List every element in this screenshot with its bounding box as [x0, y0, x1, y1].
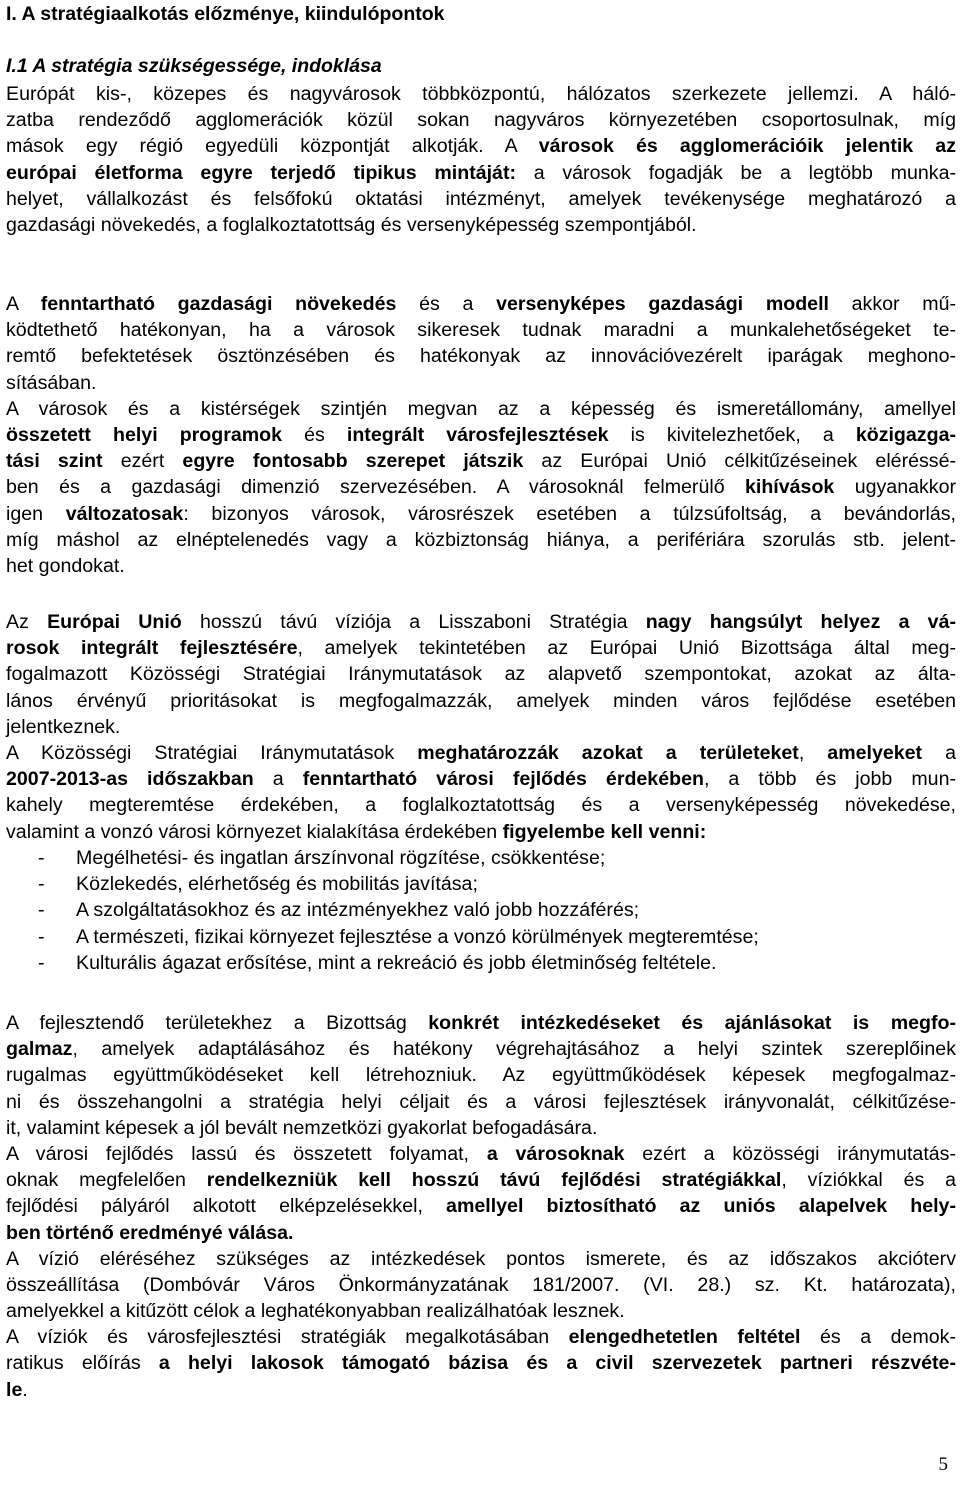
list-item	[6, 950, 956, 976]
text-line	[6, 422, 956, 448]
text-line	[6, 474, 956, 500]
dash-bullet: -	[38, 847, 45, 869]
text-line	[6, 1246, 956, 1272]
text-run: a városok fogadják be a legtöbb munka-	[516, 161, 957, 184]
text-run: sításában.	[6, 371, 97, 394]
text-line	[6, 1115, 956, 1141]
text-run: amelyekkel a kitűzött célok a leghatékonyabban realizálhatóak lesznek.	[6, 1300, 625, 1323]
text-run: fejlődési pályáról alkotott elképzelésekkel,	[6, 1195, 447, 1218]
text-run: mások egy régió egyedüli központját alkotják. A	[6, 135, 539, 158]
subsection-heading: I.1 A stratégia szükségessége, indoklása	[6, 55, 382, 77]
text-line	[6, 396, 956, 422]
text-run: Az	[6, 611, 48, 633]
text-line	[6, 107, 956, 133]
text-line	[6, 160, 956, 186]
text-line	[6, 81, 956, 107]
dash-bullet: -	[38, 925, 45, 948]
text-line	[6, 661, 956, 687]
dash-bullet: -	[38, 899, 45, 922]
text-line	[6, 635, 956, 661]
bold-text-run: rosok integrált fejlesztésére	[6, 637, 298, 660]
bold-text-run: amellyel biztosítható az uniós alapelvek hely-	[446, 1195, 956, 1218]
text-line	[6, 370, 956, 396]
section-heading: I. A stratégiaalkotás előzménye, kiindulópontok	[6, 3, 445, 25]
bold-text-run: versenyképes gazdasági modell	[496, 293, 829, 315]
bold-text-run: a városoknak	[486, 1142, 625, 1165]
bold-text-run: fenntartható gazdasági növekedés	[40, 293, 397, 315]
text-run: és a demok-	[800, 1326, 956, 1349]
bold-text-run: figyelembe kell venni:	[502, 820, 707, 843]
text-run: het gondokat.	[6, 554, 125, 577]
text-line	[6, 1324, 956, 1350]
text-line	[6, 1220, 956, 1246]
bold-text-run: tási szint	[6, 450, 103, 473]
list-item	[6, 897, 956, 923]
text-line	[6, 1272, 956, 1298]
text-run: ködtethető hatékonyan, ha a városok sikeresek tudnak maradni a munkalehetőségeket te-	[6, 319, 956, 342]
bold-text-run: amelyeket	[827, 741, 923, 764]
bold-text-run: a helyi lakosok támogató bázisa és a civil szervezetek partneri részvéte-	[158, 1352, 956, 1375]
text-line	[6, 688, 956, 714]
text-line	[6, 819, 956, 845]
bold-text-run: meghatározzák azokat a területeket	[417, 741, 799, 764]
text-run: a	[253, 768, 303, 791]
text-run: lános érvényű prioritásokat is megfogalmazzák, amelyek minden város fejlődése esetében	[6, 689, 956, 712]
text-line	[6, 527, 956, 553]
text-run: és a	[396, 293, 497, 315]
text-line	[6, 1167, 956, 1193]
text-run: A	[6, 293, 41, 315]
text-run: rugalmas együttműködéseket kell létrehozniuk. Az együttműködések képesek megfogalmaz-	[6, 1064, 956, 1087]
text-run: ugyanakkor	[834, 476, 956, 499]
text-line	[6, 553, 956, 579]
text-run: és	[282, 423, 347, 446]
text-line	[6, 1193, 956, 1219]
text-run: gazdasági növekedés, a foglalkoztatottság és versenyképesség szempontjából.	[6, 213, 697, 236]
text-run: összeállítása (Dombóvár Város Önkormányzatának 181/2007. (VI. 28.) sz. Kt. határozata),	[6, 1273, 956, 1296]
text-run: jelentkeznek.	[6, 715, 121, 738]
list-item-text: Megélhetési- és ingatlan árszínvonal rögzítése, csökkentése;	[76, 847, 606, 869]
bullet-list	[6, 845, 956, 976]
text-run: is kivitelezhetőek, a	[608, 423, 856, 446]
text-run: , víziókkal és a	[781, 1169, 956, 1192]
list-item-text: Kulturális ágazat erősítése, mint a rekreáció és jobb életminőség feltétele.	[76, 951, 717, 974]
text-run: A Közösségi Stratégiai Iránymutatások	[6, 741, 418, 764]
text-line	[6, 1089, 956, 1115]
text-line	[6, 1062, 956, 1088]
paragraph-eu-vision	[6, 609, 956, 845]
page-number: 5	[938, 1454, 948, 1475]
text-line	[6, 1377, 956, 1403]
text-run: A víziók és városfejlesztési stratégiák megalkotásában	[6, 1326, 569, 1349]
bold-text-run: városok és agglomerációik jelentik az	[538, 135, 956, 158]
bold-text-run: galmaz	[6, 1038, 73, 1061]
text-line	[6, 133, 956, 159]
text-run: míg máshol az elnéptelenedés vagy a közbiztonság hiánya, a perifériára szorulás stb. jelent-	[6, 528, 956, 551]
text-run: A fejlesztendő területekhez a Bizottság	[6, 1012, 429, 1034]
text-run: ni és összehangolni a stratégia helyi céljait és a városi fejlesztések irányvonalát, célkitűzése-	[6, 1090, 956, 1113]
text-run: az Európai Unió célkitűzéseinek eléréssé-	[523, 450, 957, 473]
text-run: it, valamint képesek a jól bevált nemzetközi gyakorlat befogadására.	[6, 1116, 598, 1139]
text-run: helyet, vállalkozást és felsőfokú oktatási intézményt, amelyek tevékenysége meghatározó a	[6, 187, 956, 210]
text-line	[6, 792, 956, 818]
text-run: A városi fejlődés lassú és összetett folyamat,	[6, 1142, 487, 1165]
text-run: zatba rendeződő agglomerációk közül sokan nagyváros környezetében csoportosulnak, míg	[6, 109, 956, 132]
text-line	[6, 343, 956, 369]
text-line	[6, 1298, 956, 1324]
paragraph-growth	[6, 291, 956, 579]
bold-text-run: rendelkezniük kell hosszú távú fejlődési stratégiákkal	[206, 1169, 782, 1192]
text-line	[6, 448, 956, 474]
bold-text-run: ben történő eredményé válása.	[6, 1221, 294, 1244]
text-run: , amelyek adaptálásához és hatékony végrehajtásához a helyi szintek szereplőinek	[72, 1038, 956, 1061]
bold-text-run: le	[6, 1378, 23, 1401]
bold-text-run: 2007-2013-as időszakban	[6, 768, 254, 791]
text-line	[6, 740, 956, 766]
text-run: Európát kis-, közepes és nagyvárosok többközpontú, hálózatos szerkezete jellemzi. A háló-	[6, 83, 956, 105]
text-run: .	[22, 1378, 28, 1401]
bold-text-run: európai életforma egyre terjedő tipikus mintáját:	[6, 161, 517, 184]
text-line	[6, 291, 956, 317]
paragraph-intro	[6, 81, 956, 238]
bold-text-run: elengedhetetlen feltétel	[568, 1326, 801, 1349]
text-run: igen	[6, 502, 66, 525]
text-run: a	[922, 741, 956, 764]
bold-text-run: nagy hangsúlyt helyez a vá-	[645, 611, 956, 633]
text-run: ben és a gazdasági dimenzió szervezésében. A városoknál felmerülő	[6, 476, 745, 499]
dash-bullet: -	[38, 873, 45, 896]
list-item-text: A természeti, fizikai környezet fejlesztése a vonzó körülmények megteremtése;	[76, 925, 759, 948]
paragraph-measures	[6, 1010, 956, 1403]
text-run: ,	[798, 741, 828, 764]
bold-text-run: integrált városfejlesztések	[346, 423, 609, 446]
text-run: ezért	[102, 450, 183, 473]
text-run: A vízió eléréséhez szükséges az intézkedések pontos ismerete, és az időszakos akcióterv	[6, 1247, 956, 1270]
text-run: hosszú távú víziója a Lisszaboni Stratégia	[181, 611, 646, 633]
text-line	[6, 1350, 956, 1376]
text-run: ezért a közösségi iránymutatás-	[624, 1142, 956, 1165]
text-run: , amelyek tekintetében az Európai Unió Bizottsága által meg-	[297, 637, 956, 660]
bold-text-run: közigazga-	[855, 423, 956, 446]
text-line	[6, 609, 956, 635]
text-line	[6, 1010, 956, 1036]
text-run: : bizonyos városok, városrészek esetében a túlzsúfoltság, a bevándorlás,	[183, 502, 956, 525]
text-run: , a több és jobb mun-	[703, 768, 956, 791]
text-run: akkor mű-	[828, 293, 957, 315]
bold-text-run: összetett helyi programok	[6, 423, 283, 446]
text-line	[6, 1036, 956, 1062]
bold-text-run: változatosak	[65, 502, 184, 525]
text-line	[6, 714, 956, 740]
text-line	[6, 186, 956, 212]
list-item	[6, 924, 956, 950]
text-line	[6, 212, 956, 238]
text-line	[6, 317, 956, 343]
text-line	[6, 1141, 956, 1167]
text-run: A városok és a kistérségek szintjén megvan az a képesség és ismeretállomány, amellyel	[6, 397, 956, 420]
list-item-text: Közlekedés, elérhetőség és mobilitás javítása;	[76, 873, 478, 896]
dash-bullet: -	[38, 951, 45, 974]
text-run: remtő befektetések ösztönzésében és hatékonyak az innovációvezérelt iparágak meghono-	[6, 345, 956, 368]
list-item	[6, 845, 956, 871]
text-line	[6, 766, 956, 792]
text-run: kahely megteremtése érdekében, a foglalkoztatottság és a versenyképesség növekedése,	[6, 794, 956, 817]
text-run: fogalmazott Közösségi Stratégiai Iránymutatások az alapvető szempontokat, azokat az álta-	[6, 663, 956, 686]
text-run: ratikus előírás	[6, 1352, 159, 1375]
text-line	[6, 501, 956, 527]
bold-text-run: egyre fontosabb szerepet játszik	[182, 450, 524, 473]
bold-text-run: konkrét intézkedéseket és ajánlásokat is megfo-	[428, 1012, 956, 1034]
bold-text-run: fenntartható városi fejlődés érdekében	[302, 768, 704, 791]
list-item-text: A szolgáltatásokhoz és az intézményekhez való jobb hozzáférés;	[76, 899, 640, 922]
text-run: oknak megfelelően	[6, 1169, 207, 1192]
bold-text-run: Európai Unió	[47, 611, 182, 633]
list-item	[6, 871, 956, 897]
bold-text-run: kihívások	[745, 476, 835, 499]
text-run: valamint a vonzó városi környezet kialakítása érdekében	[6, 820, 503, 843]
